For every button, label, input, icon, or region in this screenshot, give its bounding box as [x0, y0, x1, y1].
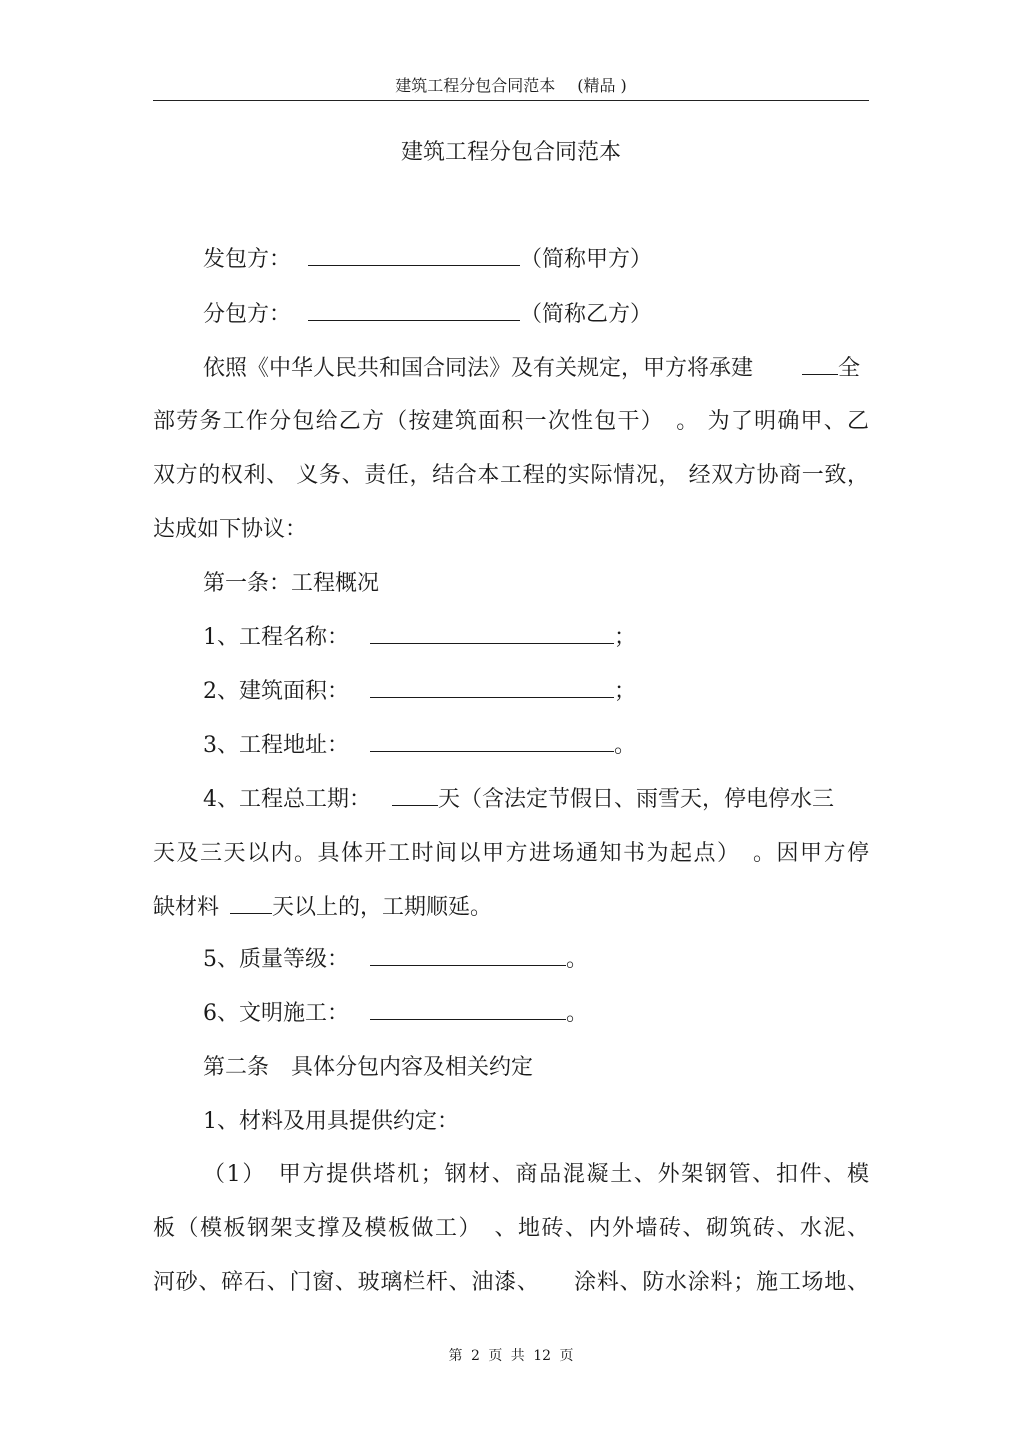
article-2-sub-1-line-2: 板（模板钢架支撑及模板做工） 、地砖、内外墙砖、砌筑砖、水泥、 [153, 1216, 869, 1241]
article-2-heading: 第二条 具体分包内容及相关约定 [203, 1055, 534, 1080]
intro-line-1 [203, 354, 869, 384]
civilized-construction-end: 。 [566, 1001, 589, 1026]
party-a-line [203, 245, 869, 275]
page-total: 12 [533, 1348, 552, 1364]
page-label-a: 第 [448, 1348, 463, 1364]
article-1-item-2 [203, 677, 869, 707]
article-1-item-5 [203, 945, 869, 975]
intro-line-3: 双方的权利、 义务、责任，结合本工程的实际情况， 经双方协商一致， [153, 463, 869, 488]
article-1-item-6 [203, 999, 869, 1029]
quality-grade-label: 5、质量等级： [203, 947, 349, 972]
article-1-heading: 第一条：工程概况 [203, 571, 380, 596]
quality-grade-blank [370, 945, 566, 966]
header-title: 建筑工程分包合同范本 [395, 76, 556, 95]
project-name-label: 1、工程名称： [203, 625, 349, 650]
civilized-construction-blank [370, 999, 566, 1020]
running-header [153, 74, 869, 101]
party-b-label: 分包方： [203, 302, 292, 327]
building-area-end: ； [614, 679, 637, 704]
article-2-sub-1-line-1: （1） 甲方提供塔机；钢材、商品混凝土、外架钢管、扣件、模 [203, 1162, 869, 1187]
intro-line-4: 达成如下协议： [153, 517, 308, 542]
page-label-b: 页 [488, 1348, 503, 1364]
building-area-label: 2、建筑面积： [203, 679, 349, 704]
party-b-blank [308, 300, 520, 321]
total-period-blank [392, 785, 438, 806]
project-name-blank [370, 623, 614, 644]
party-b-note: （简称乙方） [520, 302, 653, 327]
total-period-text: 天（含法定节假日、雨雪天，停电停水三 [438, 787, 835, 812]
page-label-c: 共 [510, 1348, 525, 1364]
project-address-label: 3、工程地址： [203, 733, 349, 758]
project-blank [802, 354, 838, 375]
total-period-label: 4、工程总工期： [203, 787, 371, 812]
shortage-text-a: 缺材料 [153, 895, 220, 920]
project-address-blank [370, 731, 614, 752]
shortage-text-b: 天以上的，工期顺延。 [272, 895, 493, 920]
document-title: 建筑工程分包合同范本 [400, 140, 621, 165]
shortage-days-blank [230, 893, 272, 914]
intro-line-1-text: 依照《中华人民共和国合同法》及有关规定，甲方将承建 [203, 356, 754, 381]
article-1-item-4 [203, 785, 869, 815]
project-address-end: 。 [614, 733, 637, 758]
quality-grade-end: 。 [566, 947, 589, 972]
page-label-d: 页 [559, 1348, 574, 1364]
civilized-construction-label: 6、文明施工： [203, 1001, 349, 1026]
article-1-item-4-line-3 [153, 893, 869, 923]
party-a-blank [308, 245, 520, 266]
project-name-end: ； [614, 625, 637, 650]
party-a-label: 发包方： [203, 247, 292, 272]
intro-line-2: 部劳务工作分包给乙方（按建筑面积一次性包干） 。 为了明确甲、乙 [153, 409, 869, 434]
page-footer [153, 1346, 869, 1366]
intro-line-1-end: 全 [838, 356, 861, 381]
party-a-note: （简称甲方） [520, 247, 653, 272]
article-2-sub-1-line-3: 河砂、碎石、门窗、玻璃栏杆、油漆、 涂料、防水涂料；施工场地、 [153, 1270, 869, 1295]
article-1-item-4-line-2: 天及三天以内。具体开工时间以甲方进场通知书为起点） 。因甲方停 [153, 841, 869, 866]
building-area-blank [370, 677, 614, 698]
article-2-item-1: 1、材料及用具提供约定： [203, 1109, 459, 1134]
party-b-line [203, 300, 869, 330]
page-current: 2 [470, 1348, 480, 1364]
article-1-item-1 [203, 623, 869, 653]
article-1-item-3 [203, 731, 869, 761]
header-quality-mark: (精品 ) [577, 76, 627, 95]
